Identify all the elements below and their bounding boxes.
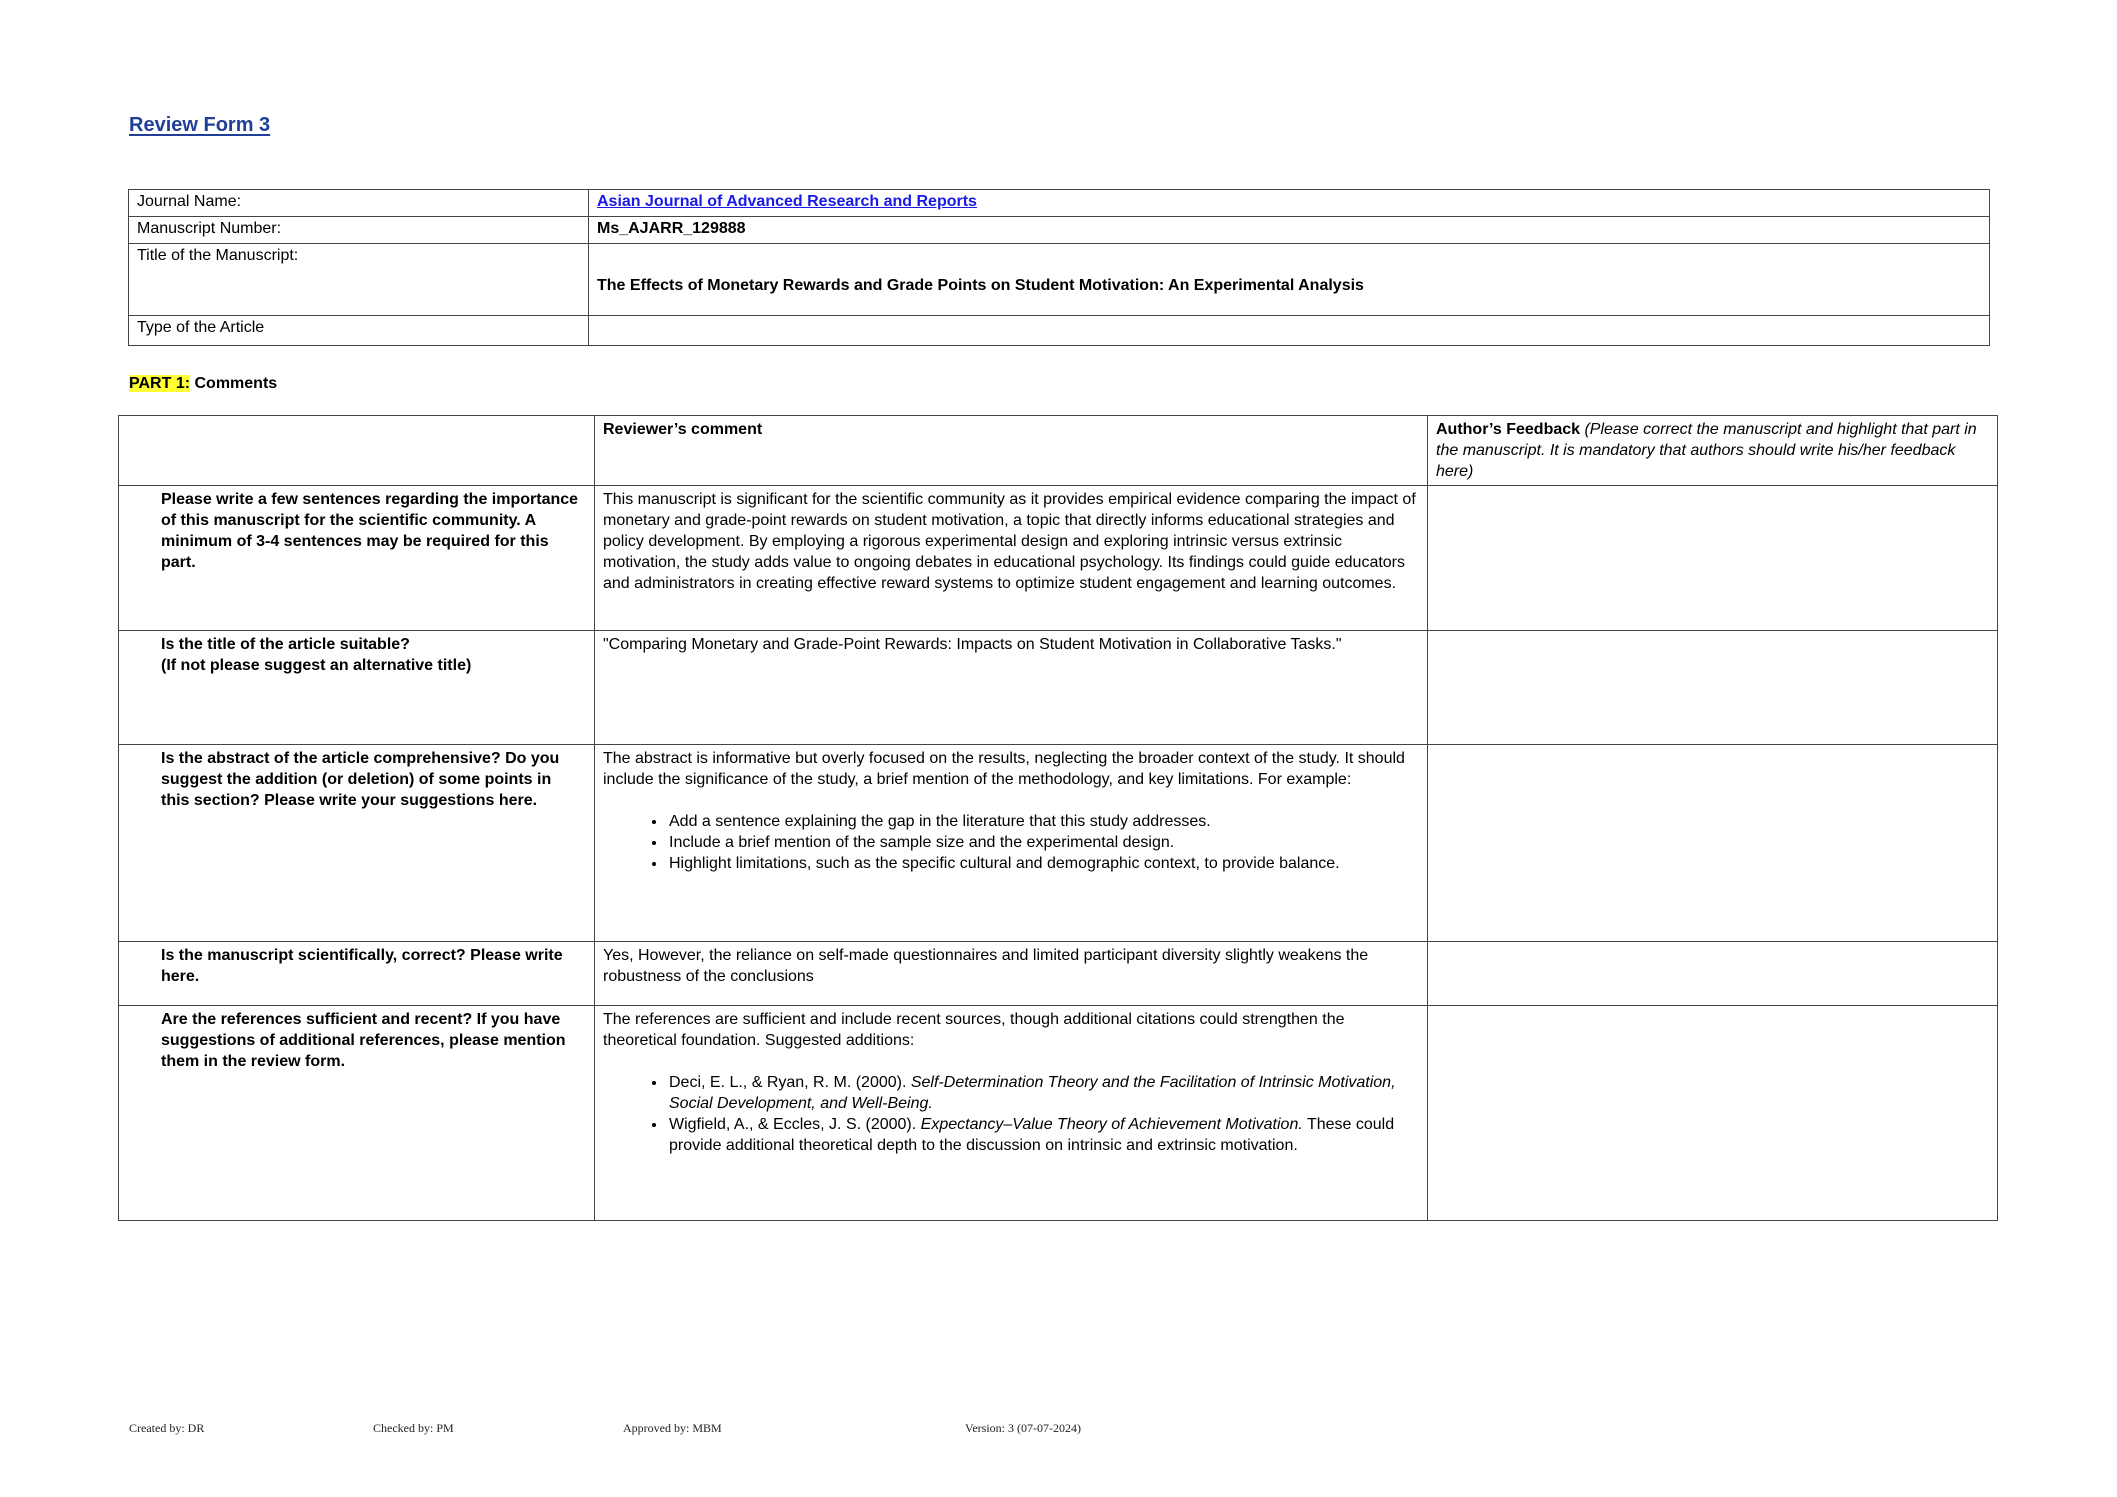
reference-title: Expectancy–Value Theory of Achievement Motivation. (920, 1116, 1303, 1133)
info-row-journal (129, 190, 1990, 217)
question-cell: Is the manuscript scientifically, correct? Please write here. (119, 942, 595, 1006)
manuscript-number-value: Ms_AJARR_129888 (589, 217, 1990, 244)
footer-created-by: Created by: DR (129, 1421, 205, 1435)
author-feedback-cell[interactable] (1428, 631, 1998, 745)
comment-text: The references are sufficient and include recent sources, though additional citations could strengthen the theoretical foundation. Suggested additions: (603, 1011, 1345, 1049)
question-line: (If not please suggest an alternative title) (161, 657, 472, 674)
footer-version: Version: 3 (07-07-2024) (965, 1421, 1081, 1435)
author-feedback-header (1428, 416, 1998, 486)
author-feedback-cell[interactable] (1428, 1006, 1998, 1221)
suggestion-item: • Add a sentence explaining the gap in the literature that this study addresses. (667, 811, 1419, 832)
table-row (119, 942, 1998, 1006)
reference-authors: Deci, E. L., & Ryan, R. M. (2000). (669, 1074, 911, 1091)
part1-heading (129, 375, 277, 393)
reference-item (667, 1072, 1419, 1114)
part1-label: PART 1: (129, 375, 191, 392)
footer-approved-by: Approved by: MBM (623, 1421, 722, 1435)
info-row-manuscript-number (129, 217, 1990, 244)
journal-label: Journal Name: (129, 190, 589, 217)
reference-title: Self-Determination Theory and the Facilitation of Intrinsic Motivation, Social Development, and Well-Being. (669, 1074, 1396, 1112)
reference-authors: Wigfield, A., & Eccles, J. S. (2000). (669, 1116, 921, 1133)
manuscript-title-value: The Effects of Monetary Rewards and Grade Points on Student Motivation: An Experimental Analysis (589, 244, 1990, 316)
question-header-cell (119, 416, 595, 486)
reviewer-comment-cell: This manuscript is significant for the scientific community as it provides empirical evidence comparing the impact of monetary and grade-point rewards on student motivation, a topic that directly informs educational strategies and policy development. By employing a rigorous experimental design and exploring intrinsic versus extrinsic motivation, the study adds value to ongoing debates in educational psychology. Its findings could guide educators and administrators in creating effective reward systems to optimize student engagement and learning outcomes. (595, 486, 1428, 631)
reviewer-comment-cell: Yes, However, the reliance on self-made questionnaires and limited participant diversity slightly weakens the robustness of the conclusions (595, 942, 1428, 1006)
author-feedback-cell[interactable] (1428, 486, 1998, 631)
info-row-article-type (129, 316, 1990, 346)
reviewer-comment-cell (595, 1006, 1428, 1221)
article-type-value (589, 316, 1990, 346)
info-row-title (129, 244, 1990, 316)
suggestion-list (603, 811, 1419, 874)
question-cell (119, 631, 595, 745)
footer-checked-by: Checked by: PM (373, 1421, 454, 1435)
question-cell: Is the abstract of the article comprehensive? Do you suggest the addition (or deletion) of some points in this section? Please write your suggestions here. (119, 745, 595, 942)
reviewer-comment-header: Reviewer’s comment (595, 416, 1428, 486)
comment-text: The abstract is informative but overly focused on the results, neglecting the broader context of the study. It should include the significance of the study, a brief mention of the methodology, and key limitations. For example: (603, 750, 1405, 788)
author-feedback-cell[interactable] (1428, 745, 1998, 942)
question-cell: Please write a few sentences regarding the importance of this manuscript for the scientific community. A minimum of 3-4 sentences may be required for this part. (119, 486, 595, 631)
manuscript-info-table (128, 189, 1990, 346)
reviewer-comment-cell (595, 745, 1428, 942)
table-row (119, 631, 1998, 745)
author-feedback-header-bold: Author’s Feedback (1436, 421, 1581, 438)
suggestion-item: • Include a brief mention of the sample size and the experimental design. (667, 832, 1419, 853)
table-row (119, 1006, 1998, 1221)
manuscript-title-label: Title of the Manuscript: (129, 244, 589, 316)
form-title[interactable]: Review Form 3 (129, 114, 271, 136)
journal-name-link[interactable]: Asian Journal of Advanced Research and Reports (597, 193, 977, 210)
article-type-label: Type of the Article (129, 316, 589, 346)
table-row (119, 745, 1998, 942)
part1-title: Comments (190, 375, 278, 392)
author-feedback-cell[interactable] (1428, 942, 1998, 1006)
author-feedback-header-note: (Please correct the manuscript and highlight that part in the manuscript. It is mandatory that authors should write his/her feedback here) (1436, 421, 1977, 480)
reviewer-comment-cell: "Comparing Monetary and Grade-Point Rewards: Impacts on Student Motivation in Collaborative Tasks." (595, 631, 1428, 745)
comments-header-row (119, 416, 1998, 486)
manuscript-number-label: Manuscript Number: (129, 217, 589, 244)
comments-table (118, 415, 1998, 1221)
table-row (119, 486, 1998, 631)
reference-list (603, 1072, 1419, 1156)
suggestion-item: • Highlight limitations, such as the specific cultural and demographic context, to provide balance. (667, 853, 1419, 874)
question-line: Is the title of the article suitable? (161, 636, 410, 653)
question-cell: Are the references sufficient and recent? If you have suggestions of additional references, please mention them in the review form. (119, 1006, 595, 1221)
journal-value-cell (589, 190, 1990, 217)
reference-tail: These could provide additional theoretical depth to the discussion on intrinsic and extrinsic motivation. (669, 1116, 1395, 1154)
reference-item (667, 1114, 1419, 1156)
